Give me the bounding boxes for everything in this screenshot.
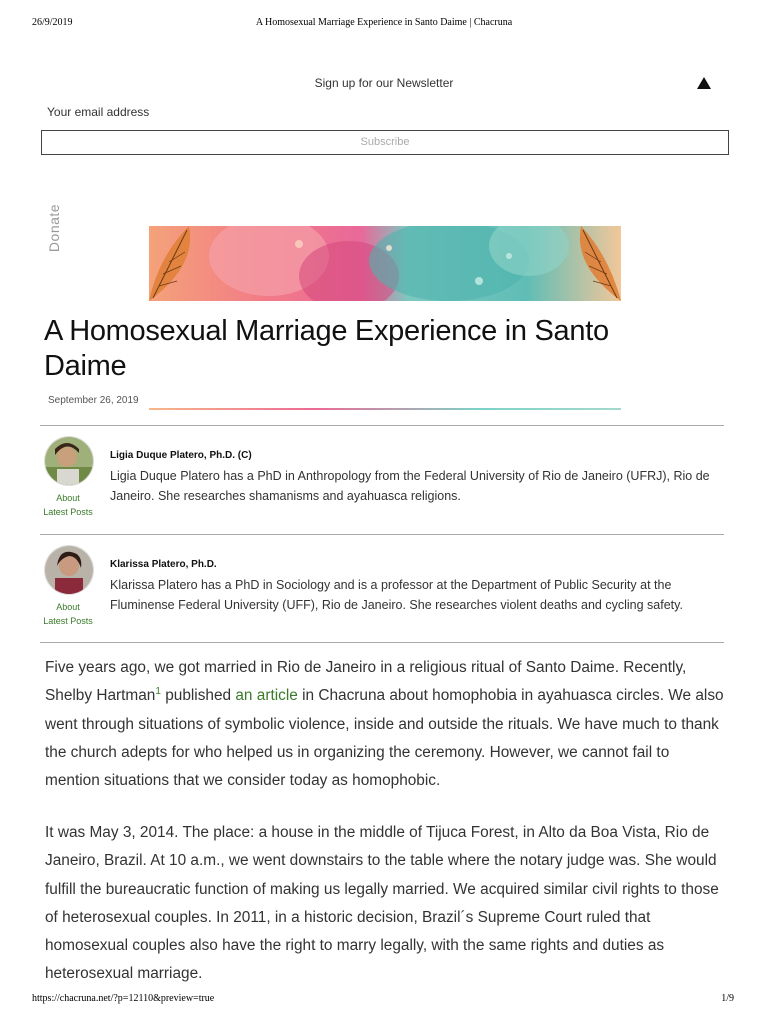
about-link[interactable]: About bbox=[56, 602, 80, 612]
divider bbox=[40, 534, 724, 535]
print-page-title: A Homosexual Marriage Experience in Santo Daime | Chacruna bbox=[255, 17, 513, 28]
paragraph-text: in Chacruna about homophobia in ayahuasca circles. We also went through situations of symbolic violence, inside and outside the rituals. We have much to thank the church adepts for who helped us in organizing the ceremony. However, we cannot fail to mention situations that we consider today as homophobic. bbox=[45, 687, 724, 790]
article-link[interactable]: an article bbox=[235, 687, 298, 705]
author-avatar[interactable] bbox=[44, 545, 94, 595]
author-links bbox=[40, 600, 96, 628]
subscribe-button[interactable]: Subscribe bbox=[41, 130, 729, 155]
article-title: A Homosexual Marriage Experience in Santo Daime bbox=[44, 315, 609, 382]
email-field-label[interactable]: Your email address bbox=[47, 105, 150, 119]
paragraph bbox=[45, 654, 727, 795]
author-bio: Ligia Duque Platero has a PhD in Anthropology from the Federal University of Rio de Janeiro (UFRJ), Rio de Janeiro. She researches shamanisms and ayahuasca religions. bbox=[110, 469, 710, 503]
print-date: 26/9/2019 bbox=[32, 17, 73, 28]
latest-posts-link[interactable]: Latest Posts bbox=[43, 616, 93, 626]
author-bio: Klarissa Platero has a PhD in Sociology and is a professor at the Department of Public Security at the Fluminense Federal University (UFF), Rio de Janeiro. She researches violent deaths and cycling safety. bbox=[110, 578, 683, 612]
decorative-strip bbox=[149, 408, 621, 410]
latest-posts-link[interactable]: Latest Posts bbox=[43, 507, 93, 517]
post-date: September 26, 2019 bbox=[48, 395, 139, 406]
author-avatar[interactable] bbox=[44, 436, 94, 486]
donate-tab[interactable] bbox=[36, 200, 70, 260]
about-link[interactable]: About bbox=[56, 493, 80, 503]
author-box bbox=[40, 436, 724, 536]
paragraph: It was May 3, 2014. The place: a house in the middle of Tijuca Forest, in Alto da Boa Vista, Rio de Janeiro, Brazil. At 10 a.m., we went downstairs to the table where the notary judge was. She would fulfill the bureaucratic function of making us legally married. We acquired similar civil rights to those of heterosexual couples. In 2011, in a historic decision, Brazil´s Supreme Court ruled that homosexual couples also have the right to marry legally, with the same rights and duties as heterosexual marriage. bbox=[45, 824, 719, 983]
newsletter-title: Sign up for our Newsletter bbox=[314, 76, 454, 90]
header-banner-image bbox=[149, 226, 621, 301]
divider bbox=[40, 425, 724, 426]
author-name[interactable]: Klarissa Platero, Ph.D. bbox=[110, 559, 217, 570]
author-box bbox=[40, 545, 724, 645]
paragraph-text: Five years ago, we got married in Rio de Janeiro in a religious ritual of Santo Daime. Recently, Shelby Hartman bbox=[45, 659, 687, 705]
author-links bbox=[40, 491, 96, 519]
footnote-ref[interactable]: 1 bbox=[155, 686, 161, 698]
author-name[interactable]: Ligia Duque Platero, Ph.D. (C) bbox=[110, 450, 252, 461]
print-page-number: 1/9 bbox=[721, 993, 734, 1004]
paragraph-text: published bbox=[160, 687, 236, 705]
donate-label: Donate bbox=[46, 203, 62, 253]
divider bbox=[40, 642, 724, 643]
print-url: https://chacruna.net/?p=12110&preview=true bbox=[32, 993, 215, 1004]
back-to-top-icon[interactable] bbox=[697, 76, 711, 88]
